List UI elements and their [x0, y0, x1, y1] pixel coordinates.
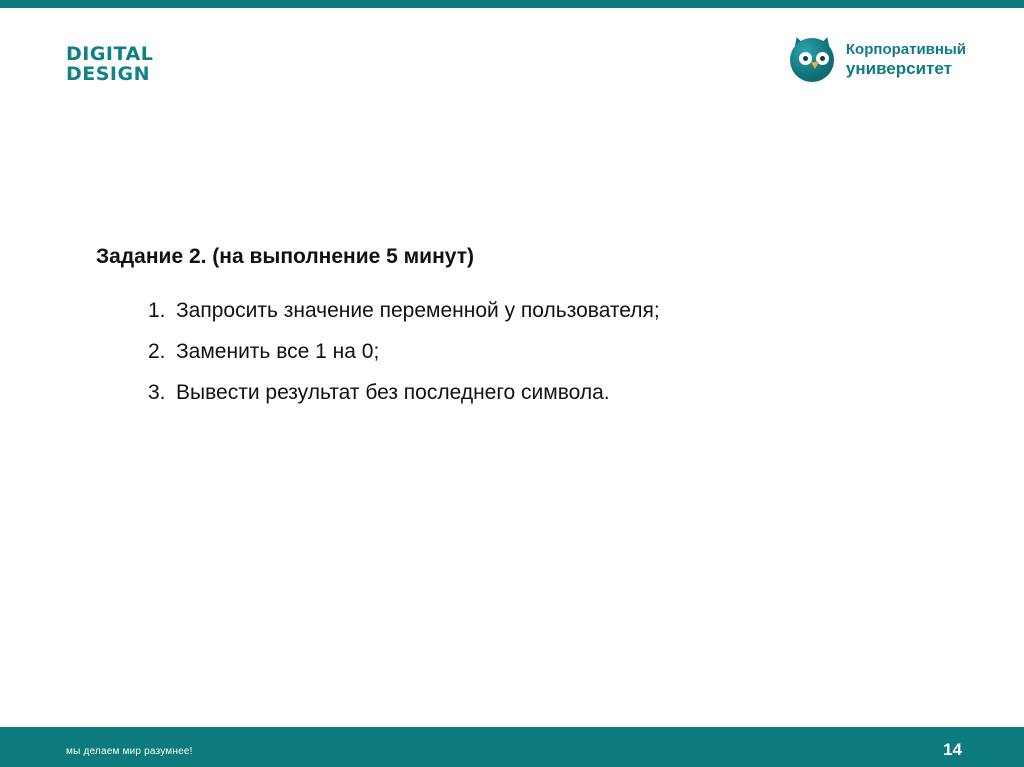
list-item — [148, 382, 660, 403]
page-title: Задание 2. (на выполнение 5 минут) — [96, 245, 474, 268]
digital-design-logo-line1: DIGITAL — [66, 43, 154, 65]
list-item-label: Вывести результат без последнего символа. — [176, 381, 610, 404]
list-item — [148, 300, 660, 321]
owl-pupil-left-icon — [803, 56, 808, 61]
corporate-university-text — [846, 41, 966, 78]
digital-design-logo-line2: DESIGN — [66, 63, 151, 86]
footer-tagline: мы делаем мир разумнее! — [66, 746, 193, 757]
list-item-number: 3. — [148, 381, 166, 404]
task-list — [148, 300, 660, 423]
owl-icon — [788, 36, 836, 84]
list-item-label: Заменить все 1 на 0; — [176, 340, 380, 363]
corporate-university-logo — [788, 36, 966, 84]
page-number: 14 — [943, 740, 962, 759]
owl-beak-icon — [811, 62, 819, 69]
list-item-label: Запросить значение переменной у пользователя; — [176, 299, 660, 322]
list-item-number: 1. — [148, 299, 166, 322]
owl-pupil-right-icon — [820, 56, 825, 61]
owl-body-icon — [790, 38, 834, 82]
top-accent-bar — [0, 0, 1024, 8]
list-item-number: 2. — [148, 340, 166, 363]
digital-design-logo — [66, 44, 153, 84]
corporate-university-line2: университет — [845, 58, 952, 78]
corporate-university-line1: Корпоративный — [845, 41, 966, 59]
list-item — [148, 341, 660, 362]
bottom-accent-bar — [0, 727, 1024, 767]
